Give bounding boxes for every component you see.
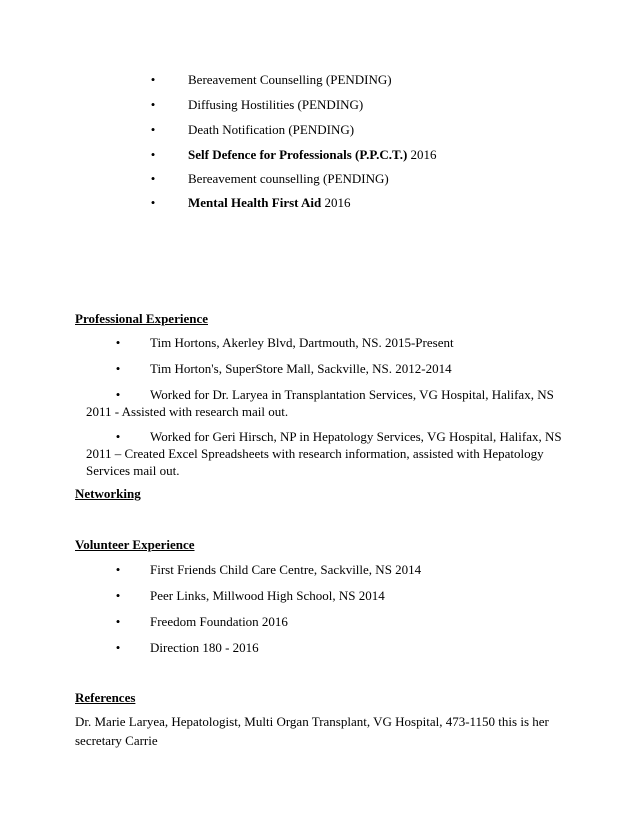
bullet: • [115,562,121,577]
training-item [188,147,437,163]
bullet: • [115,640,121,655]
training-item: Bereavement Counselling (PENDING) [188,72,392,87]
bullet: • [115,335,121,350]
training-item: Bereavement counselling (PENDING) [188,171,389,186]
experience-item-continuation: Services mail out. [86,463,180,478]
reference-line: Dr. Marie Laryea, Hepatologist, Multi Organ Transplant, VG Hospital, 473-1150 this is her [75,714,549,729]
volunteer-item: Freedom Foundation 2016 [150,614,288,629]
experience-item-continuation: 2011 - Assisted with research mail out. [86,404,289,419]
section-heading-references: References [75,690,136,705]
section-heading-networking: Networking [75,486,141,501]
section-heading-professional: Professional Experience [75,311,208,326]
experience-item: Worked for Geri Hirsch, NP in Hepatology Services, VG Hospital, Halifax, NS [150,429,562,444]
experience-item-continuation: 2011 – Created Excel Spreadsheets with research information, assisted with Hepatology [86,446,544,461]
training-item-year: 2016 [410,147,437,162]
bullet: • [150,171,156,186]
bullet: • [115,361,121,376]
training-item [188,195,351,211]
training-item-bold: Mental Health First Aid [188,195,322,210]
bullet: • [150,147,156,162]
training-item-year: 2016 [324,195,351,210]
bullet: • [115,588,121,603]
bullet: • [115,429,121,444]
bullet: • [150,195,156,210]
bullet: • [150,122,156,137]
experience-item: Tim Hortons, Akerley Blvd, Dartmouth, NS. 2015-Present [150,335,454,350]
training-item-bold: Self Defence for Professionals (P.P.C.T.) [188,147,408,162]
bullet: • [150,97,156,112]
volunteer-item: First Friends Child Care Centre, Sackville, NS 2014 [150,562,422,577]
volunteer-item: Peer Links, Millwood High School, NS 2014 [150,588,385,603]
experience-item: Tim Horton's, SuperStore Mall, Sackville, NS. 2012-2014 [150,361,452,376]
bullet: • [115,387,121,402]
reference-line: secretary Carrie [75,733,158,748]
volunteer-item: Direction 180 - 2016 [150,640,259,655]
bullet: • [115,614,121,629]
bullet: • [150,72,156,87]
section-heading-volunteer: Volunteer Experience [75,537,195,552]
training-item: Death Notification (PENDING) [188,122,355,137]
experience-item: Worked for Dr. Laryea in Transplantation Services, VG Hospital, Halifax, NS [150,387,554,402]
training-item: Diffusing Hostilities (PENDING) [188,97,364,112]
